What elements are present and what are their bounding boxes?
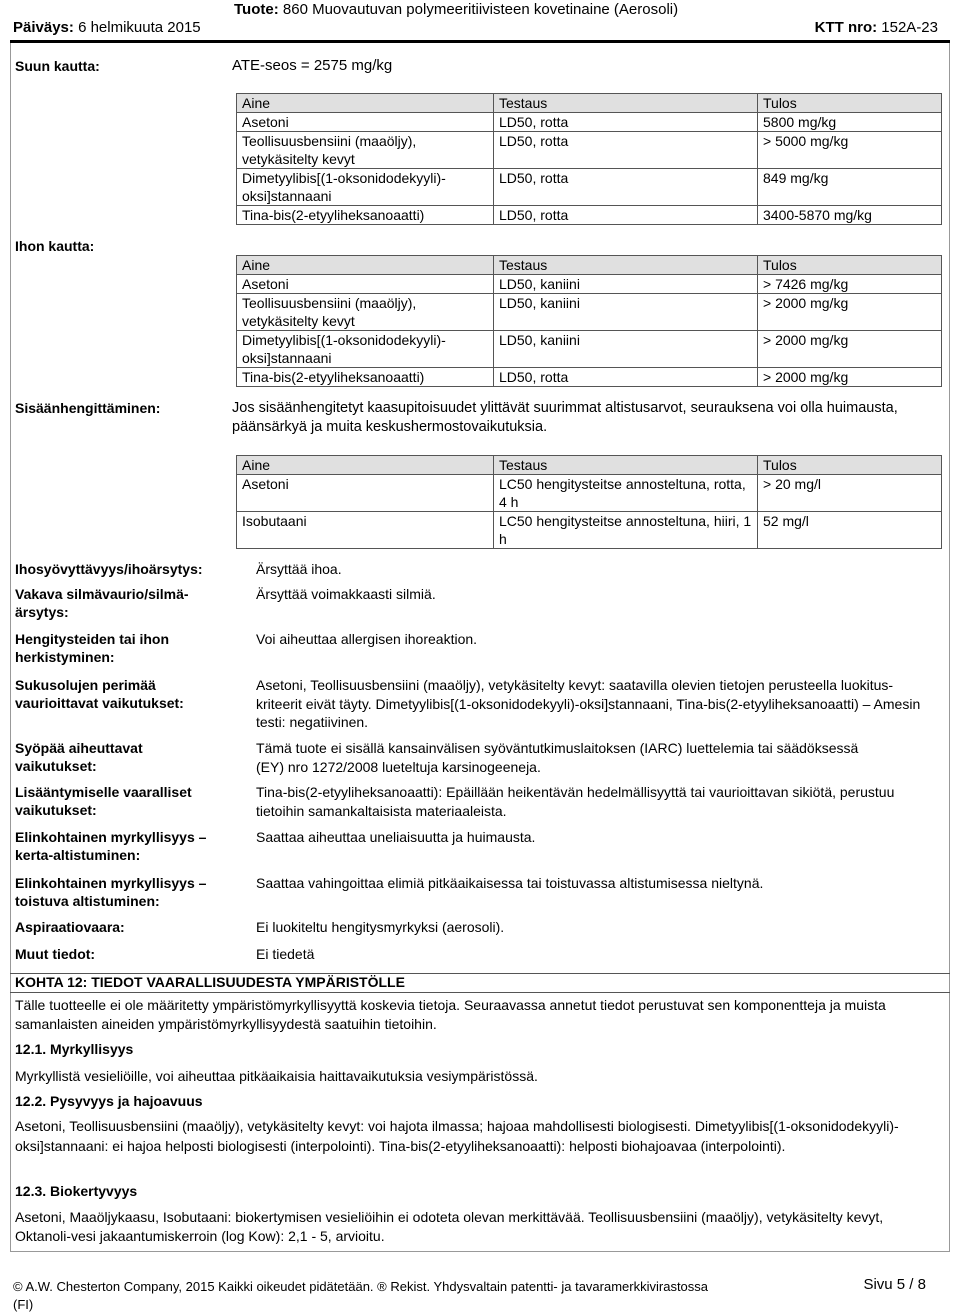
ate-value: ATE-seos = 2575 mg/kg [232, 57, 393, 74]
date-line [13, 19, 201, 36]
table-cell: Teollisuusbensiini (maaöljy), vetykäsitelty kevyt [237, 132, 494, 169]
table-row [237, 512, 942, 549]
language-code: (FI) [13, 1297, 34, 1312]
header-cell: Tulos [758, 456, 942, 475]
table-row [237, 169, 942, 206]
subsection-title: 12.1. Myrkyllisyys [15, 1041, 134, 1057]
table-row [237, 475, 942, 512]
table-cell: LD50, rotta [494, 169, 758, 206]
product-name: 860 Muovautuvan polymeeritiivisteen kovetinaine (Aerosoli) [282, 1, 679, 18]
table-cell: > 2000 mg/kg [758, 294, 942, 331]
section-intro: Tälle tuotteelle ei ole määritetty ympäristömyrkyllisyyttä koskevia tietoja. Seuraavassa annetut tiedot perustuvat sen komponentteja ja muista samanlaisten aineiden ympäristömyrkyllisyydestä saatuihin tietoihin. [15, 997, 886, 1032]
inhalation-table [236, 455, 942, 549]
hazard-value: Tina-bis(2-etyyliheksanoaatti): Epäillään heikentävän hedelmällisyyttä tai vaurioittavan sikiötä, perustuu tietoihin samankaltaisista materiaaleista. [256, 784, 895, 819]
subsection-text: Asetoni, Maaöljykaasu, Isobutaani: biokertymisen vesieliöihin ei odoteta olevan merkittävää. Teollisuusbensiini (maaöljy), vetykäsitelty kevyt, Oktanoli-vesi jakaantumiskerroin (log Kow): 2,1 - 5, arvioitu. [15, 1209, 884, 1244]
header-cell: Testaus [494, 456, 758, 475]
subsection-text: Asetoni, Teollisuusbensiini (maaöljy), vetykäsitelty kevyt: voi hajota ilmassa; hajoaa mahdollisesti biologisesti. Dimetyylibis[(1-oksonidodekyyli)-oksi]stannaani: ei hajoa helposti biologisesti (interpolointi). Tina-bis(2-etyyliheksanoaatti): helposti biohajoavaa (interpolointi). [15, 1118, 899, 1154]
table-cell: 5800 mg/kg [758, 113, 942, 132]
header-cell: Testaus [494, 94, 758, 113]
hazard-value: Saattaa vahingoittaa elimiä pitkäaikaisessa tai toistuvassa altistumisessa nieltynä. [256, 875, 764, 891]
ktt-value: 152A-23 [881, 19, 938, 36]
date-label: Päiväys: [13, 19, 74, 36]
table-cell: LC50 hengitysteitse annosteltuna, rotta, 4 h [494, 475, 758, 512]
table-cell: Dimetyylibis[(1-oksonidodekyyli)-oksi]stannaani [237, 169, 494, 206]
hazard-label: Elinkohtainen myrkyllisyys – toistuva altistuminen: [15, 875, 207, 909]
table-cell: 3400-5870 mg/kg [758, 206, 942, 225]
ktt-label: KTT nro: [814, 19, 878, 36]
table-cell: LD50, kaniini [494, 331, 758, 368]
table-cell: > 20 mg/l [758, 475, 942, 512]
header-cell: Aine [237, 94, 494, 113]
hazard-label: Lisääntymiselle vaaralliset vaikutukset: [15, 784, 192, 818]
table-row [237, 132, 942, 169]
header-cell: Tulos [758, 256, 942, 275]
table-row [237, 113, 942, 132]
hazard-value: Voi aiheuttaa allergisen ihoreaktion. [256, 631, 478, 647]
header-cell: Tulos [758, 94, 942, 113]
page-number: Sivu 5 / 8 [863, 1276, 926, 1293]
dermal-table [236, 255, 942, 387]
hazard-value: Ei tiedetä [256, 946, 315, 962]
oral-label: Suun kautta: [15, 58, 100, 74]
table-cell: LD50, kaniini [494, 294, 758, 331]
table-cell: Teollisuusbensiini (maaöljy), vetykäsitelty kevyt [237, 294, 494, 331]
hazard-label: Muut tiedot: [15, 946, 96, 962]
table-cell: LC50 hengitysteitse annosteltuna, hiiri, 1 h [494, 512, 758, 549]
table-cell: Isobutaani [237, 512, 494, 549]
table-cell: Asetoni [237, 113, 494, 132]
hazard-value: Ei luokiteltu hengitysmyrkyksi (aerosoli). [256, 919, 505, 935]
table-row [237, 275, 942, 294]
footer-left [13, 1278, 708, 1314]
table-cell: LD50, rotta [494, 132, 758, 169]
subsection-title: 12.2. Pysyvyys ja hajoavuus [15, 1093, 203, 1109]
table-cell: Tina-bis(2-etyyliheksanoaatti) [237, 206, 494, 225]
table-row [237, 206, 942, 225]
dermal-label: Ihon kautta: [15, 238, 95, 254]
copyright-text: © A.W. Chesterton Company, 2015 Kaikki oikeudet pidätetään. ® Rekist. Yhdysvaltain patentti- ja tavaramerkkivirastossa [13, 1279, 709, 1294]
table-cell: 849 mg/kg [758, 169, 942, 206]
hazard-label: Elinkohtainen myrkyllisyys – kerta-altistuminen: [15, 829, 207, 863]
header-cell: Aine [237, 256, 494, 275]
product-label: Tuote: [234, 1, 279, 18]
table-cell: LD50, rotta [494, 206, 758, 225]
hazard-label: Ihosyövyttävyys/ihoärsytys: [15, 561, 203, 577]
subsection-text: Myrkyllistä vesieliöille, voi aiheuttaa pitkäaikaisia haittavaikutuksia vesiympäristössä. [15, 1068, 538, 1084]
table-cell: 52 mg/l [758, 512, 942, 549]
section-title: KOHTA 12: TIEDOT VAARALLISUUDESTA YMPÄRISTÖLLE [15, 974, 405, 990]
table-cell: LD50, rotta [494, 113, 758, 132]
hazard-label: Hengitysteiden tai ihon herkistyminen: [15, 631, 170, 665]
hazard-label: Sukusolujen perimää vaurioittavat vaikutukset: [15, 677, 184, 711]
table-cell: > 7426 mg/kg [758, 275, 942, 294]
subsection-title: 12.3. Biokertyvyys [15, 1183, 138, 1199]
table-cell: Asetoni [237, 275, 494, 294]
header-cell: Testaus [494, 256, 758, 275]
hazard-label: Vakava silmävaurio/silmä-ärsytys: [15, 586, 189, 620]
table-cell: LD50, rotta [494, 368, 758, 387]
header-cell: Aine [237, 456, 494, 475]
inhalation-label: Sisäänhengittäminen: [15, 400, 161, 416]
table-row [237, 331, 942, 368]
header-divider [10, 40, 950, 43]
table-row [237, 368, 942, 387]
inhalation-text: Jos sisäänhengitetyt kaasupitoisuudet ylittävät suurimmat altistusarvot, seurauksena voi olla huimausta, päänsärkyä ja muita keskushermostovaikutuksia. [232, 400, 898, 435]
table-cell: Asetoni [237, 475, 494, 512]
hazard-value: Tämä tuote ei sisällä kansainvälisen syöväntutkimuslaitoksen (IARC) luettelemia tai säädöksessä (EY) nro 1272/2008 lueteltuja karsinogeeneja. [256, 740, 859, 775]
table-cell: > 5000 mg/kg [758, 132, 942, 169]
footer-divider [10, 1251, 950, 1252]
table-header-row [237, 256, 942, 275]
table-row [237, 294, 942, 331]
hazard-label: Syöpää aiheuttavat vaikutukset: [15, 740, 143, 774]
table-cell: LD50, kaniini [494, 275, 758, 294]
hazard-value: Saattaa aiheuttaa uneliaisuutta ja huimausta. [256, 829, 536, 845]
table-header-row [237, 94, 942, 113]
product-line [234, 1, 678, 18]
hazard-value: Ärsyttää ihoa. [256, 561, 342, 577]
frame-left [10, 43, 11, 1251]
date-value: 6 helmikuuta 2015 [78, 19, 201, 36]
table-cell: Dimetyylibis[(1-oksonidodekyyli)-oksi]stannaani [237, 331, 494, 368]
oral-table [236, 93, 942, 225]
table-header-row [237, 456, 942, 475]
hazard-label: Aspiraatiovaara: [15, 919, 125, 935]
frame-right [949, 43, 950, 1251]
ktt-line [815, 19, 938, 36]
hazard-value: Asetoni, Teollisuusbensiini (maaöljy), vetykäsitelty kevyt: saatavilla olevien tietojen perusteella luokitus- kriteerit eivät täyty. Dimetyylibis[(1-oksonidodekyyli)-oksi]stannaani, Tina-bis(2-etyyliheksanoaatti) – Amesin testi: negatiivinen. [256, 677, 921, 730]
table-cell: > 2000 mg/kg [758, 331, 942, 368]
table-cell: > 2000 mg/kg [758, 368, 942, 387]
table-cell: Tina-bis(2-etyyliheksanoaatti) [237, 368, 494, 387]
hazard-value: Ärsyttää voimakkaasti silmiä. [256, 586, 436, 602]
